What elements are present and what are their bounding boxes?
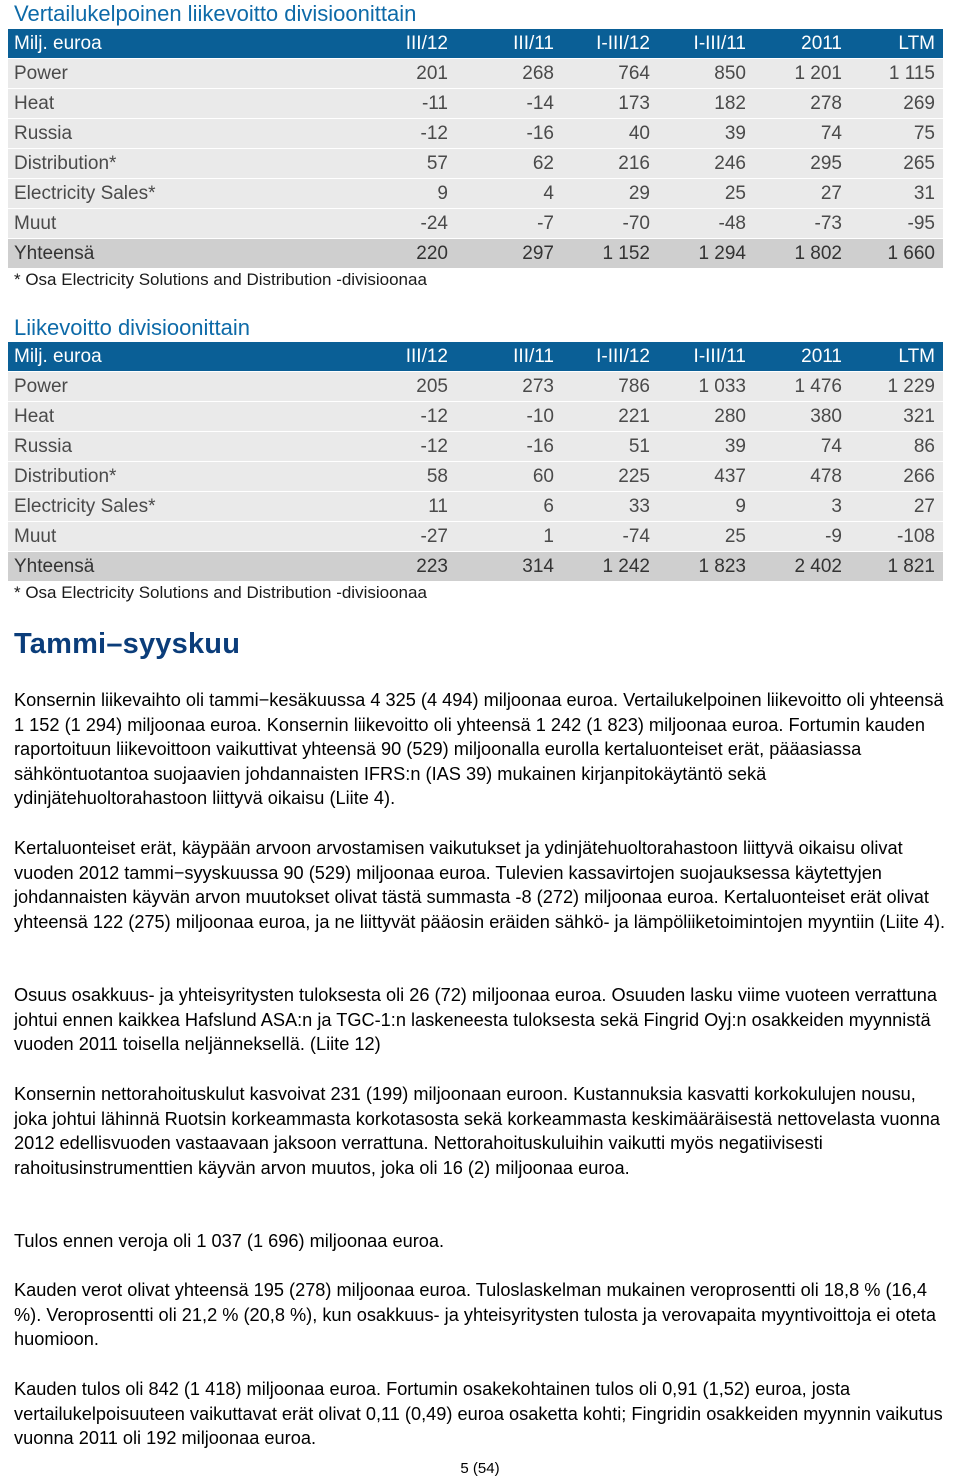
table-cell: -12 (213, 119, 456, 149)
header-cell: Milj. euroa (8, 29, 213, 59)
operating-profit-table (8, 342, 943, 582)
table-row (8, 209, 943, 239)
row-label: Yhteensä (8, 239, 213, 269)
table-cell: 9 (213, 179, 456, 209)
table-cell: 1 115 (850, 59, 943, 89)
table-cell: 273 (456, 372, 562, 402)
table-cell: 51 (562, 432, 658, 462)
table-cell: -108 (850, 522, 943, 552)
table-cell: 1 033 (658, 372, 754, 402)
table-total-row (8, 239, 943, 269)
table2-body (8, 372, 943, 582)
table-cell: 380 (754, 402, 850, 432)
table-cell: 60 (456, 462, 562, 492)
table-cell: 4 (456, 179, 562, 209)
table-cell: 9 (658, 492, 754, 522)
table-row (8, 149, 943, 179)
table-cell: 27 (754, 179, 850, 209)
table-cell: 786 (562, 372, 658, 402)
table-row (8, 372, 943, 402)
header-row (8, 29, 943, 59)
table-row (8, 89, 943, 119)
table2-footnote: * Osa Electricity Solutions and Distribution -divisioonaa (14, 583, 427, 602)
paragraph: Konsernin nettorahoituskulut kasvoivat 231 (199) miljoonaan euroon. Kustannuksia kasvatti korkokulujen nousu, joka johtui lähinnä Ruotsin korkeammasta korkotasosta sekä korkeammasta keskimääräisestä nettovelasta vuonna 2012 edellisvuoden vastaavaan jaksoon verrattuna. Nettorahoituskuluihin vaikutti myös negatiivisesti rahoitusinstrumenttien käyvän arvon muutos, joka oli 16 (2) miljoonaa euroa. (14, 1084, 941, 1178)
table-cell: 173 (562, 89, 658, 119)
header-cell: 2011 (754, 342, 850, 372)
table-cell: 40 (562, 119, 658, 149)
table-cell: 297 (456, 239, 562, 269)
table-cell: -7 (456, 209, 562, 239)
table-cell: 764 (562, 59, 658, 89)
table-cell: 39 (658, 119, 754, 149)
table-row (8, 119, 943, 149)
row-label: Russia (8, 119, 213, 149)
table-cell: -73 (754, 209, 850, 239)
table-row (8, 522, 943, 552)
table-cell: -95 (850, 209, 943, 239)
paragraph: Kauden tulos oli 842 (1 418) miljoonaa euroa. Fortumin osakekohtainen tulos oli 0,91 (1,52) euroa, josta vertailukelpoisuuteen vaikuttavat erät olivat 0,11 (0,49) euroa osaketta kohti; Fingridin osakkeiden myynnin vaikutus vuonna 2011 oli 192 miljoonaa euroa. (14, 1379, 943, 1449)
table-cell: 1 802 (754, 239, 850, 269)
table-cell: 225 (562, 462, 658, 492)
table-cell: -16 (456, 432, 562, 462)
table-cell: -9 (754, 522, 850, 552)
table-cell: -74 (562, 522, 658, 552)
table-cell: -12 (213, 432, 456, 462)
table-cell: 1 823 (658, 552, 754, 582)
table-cell: -11 (213, 89, 456, 119)
header-cell: I-III/11 (658, 342, 754, 372)
row-label: Distribution* (8, 149, 213, 179)
comparable-operating-profit-table (8, 29, 943, 269)
table-cell: 216 (562, 149, 658, 179)
table-row (8, 402, 943, 432)
table-cell: 220 (213, 239, 456, 269)
paragraph: Kertaluonteiset erät, käypään arvoon arvostamisen vaikutukset ja ydinjätehuoltorahastoon liittyvä oikaisu olivat vuoden 2012 tammi−syyskuussa 90 (529) miljoonaa euroa. Tulevien kassavirtojen suojauksessa käytettyjen johdannaisten käyvän arvon muutokset olivat tästä summasta -8 (272) miljoonaa euroa. Kertaluonteiset erät olivat yhteensä 122 (275) miljoonaa euroa, ja ne liittyvät pääosin eräiden sähkö- ja lämpöliiketoimintojen myyntiin (Liite 4). (14, 838, 946, 932)
paragraph: Tulos ennen veroja oli 1 037 (1 696) miljoonaa euroa. (14, 1231, 445, 1251)
table-cell: 3 (754, 492, 850, 522)
table-cell: 29 (562, 179, 658, 209)
table-cell: 33 (562, 492, 658, 522)
table-cell: -24 (213, 209, 456, 239)
table-cell: 1 294 (658, 239, 754, 269)
row-label: Heat (8, 89, 213, 119)
header-cell: III/12 (213, 342, 456, 372)
table-cell: 280 (658, 402, 754, 432)
table-cell: 1 152 (562, 239, 658, 269)
table-cell: -14 (456, 89, 562, 119)
table-cell: 278 (754, 89, 850, 119)
table-cell: 74 (754, 119, 850, 149)
table-cell: 62 (456, 149, 562, 179)
table-cell: 182 (658, 89, 754, 119)
table-cell: -16 (456, 119, 562, 149)
page-number: 5 (54) (460, 1460, 500, 1477)
paragraph: Kauden verot olivat yhteensä 195 (278) miljoonaa euroa. Tuloslaskelman mukainen veroprosentti oli 18,8 % (16,4 %). Veroprosentti oli 21,2 % (20,8 %), kun osakkuus- ja yhteisyritysten tulosta ja verovapaita myyntivoittoja ei oteta huomioon. (14, 1280, 936, 1350)
table1-title: Vertailukelpoinen liikevoitto divisioonittain (14, 1, 417, 26)
table-total-row (8, 552, 943, 582)
header-cell: I-III/12 (562, 29, 658, 59)
table-cell: -12 (213, 402, 456, 432)
table-cell: 314 (456, 552, 562, 582)
table-cell: 268 (456, 59, 562, 89)
table-cell: 58 (213, 462, 456, 492)
row-label: Muut (8, 522, 213, 552)
header-cell: III/11 (456, 342, 562, 372)
paragraph: Osuus osakkuus- ja yhteisyritysten tuloksesta oli 26 (72) miljoonaa euroa. Osuuden lasku viime vuoteen verrattuna johtui ennen kaikkea Hafslund ASA:n ja TGC-1:n laskeneesta tuloksesta sekä Fingrid Oyj:n osakkeiden myynnistä vuoden 2011 toisella neljänneksellä. (Liite 12) (14, 985, 937, 1055)
table-row (8, 462, 943, 492)
table-cell: 1 (456, 522, 562, 552)
table-cell: 246 (658, 149, 754, 179)
table-cell: 74 (754, 432, 850, 462)
row-label: Power (8, 59, 213, 89)
header-cell: III/12 (213, 29, 456, 59)
row-label: Heat (8, 402, 213, 432)
header-cell: Milj. euroa (8, 342, 213, 372)
table-cell: -70 (562, 209, 658, 239)
section-heading: Tammi–syyskuu (14, 628, 241, 660)
table-cell: 31 (850, 179, 943, 209)
table-cell: 266 (850, 462, 943, 492)
paragraph: Konsernin liikevaihto oli tammi−kesäkuussa 4 325 (4 494) miljoonaa euroa. Vertailukelpoinen liikevoitto oli yhteensä 1 152 (1 294) miljoonaa euroa. Konsernin liikevoitto oli yhteensä 1 242 (1 823) miljoonaa euroa. Fortumin kauden raportoituun liikevoittoon vaikuttivat yhteensä 90 (529) miljoonalla eurolla kertaluonteiset erät, pääasiassa sähköntuotantoa suojaavien johdannaisten IFRS:n (IAS 39) mukainen kirjanpitokäytäntö sekä ydinjätehuoltorahastoon liittyvä oikaisu (Liite 4). (14, 690, 944, 809)
table-cell: 1 229 (850, 372, 943, 402)
row-label: Electricity Sales* (8, 492, 213, 522)
table-cell: 437 (658, 462, 754, 492)
header-cell: 2011 (754, 29, 850, 59)
table-cell: -10 (456, 402, 562, 432)
header-cell: LTM (850, 29, 943, 59)
header-cell: LTM (850, 342, 943, 372)
table-cell: 57 (213, 149, 456, 179)
table-cell: 478 (754, 462, 850, 492)
table1-body (8, 59, 943, 269)
table-cell: 39 (658, 432, 754, 462)
table2-title: Liikevoitto divisioonittain (14, 315, 251, 340)
table-cell: 205 (213, 372, 456, 402)
row-label: Muut (8, 209, 213, 239)
table-cell: 1 660 (850, 239, 943, 269)
table-cell: 11 (213, 492, 456, 522)
table-cell: 1 242 (562, 552, 658, 582)
table-cell: 265 (850, 149, 943, 179)
table-cell: 223 (213, 552, 456, 582)
row-label: Russia (8, 432, 213, 462)
table-row (8, 492, 943, 522)
table-cell: 1 201 (754, 59, 850, 89)
table-row (8, 59, 943, 89)
table-cell: 2 402 (754, 552, 850, 582)
header-cell: I-III/12 (562, 342, 658, 372)
table2-header (8, 342, 943, 372)
table-row (8, 179, 943, 209)
table-cell: 1 821 (850, 552, 943, 582)
table-cell: 850 (658, 59, 754, 89)
table-cell: 221 (562, 402, 658, 432)
table-cell: 25 (658, 522, 754, 552)
table-cell: -48 (658, 209, 754, 239)
header-row (8, 342, 943, 372)
header-cell: III/11 (456, 29, 562, 59)
table-cell: 75 (850, 119, 943, 149)
table-cell: 25 (658, 179, 754, 209)
table-row (8, 432, 943, 462)
table-cell: 86 (850, 432, 943, 462)
row-label: Yhteensä (8, 552, 213, 582)
table-cell: 6 (456, 492, 562, 522)
table1-footnote: * Osa Electricity Solutions and Distribution -divisioonaa (14, 270, 427, 289)
row-label: Power (8, 372, 213, 402)
table-cell: 269 (850, 89, 943, 119)
table-cell: 201 (213, 59, 456, 89)
table-cell: -27 (213, 522, 456, 552)
table-cell: 295 (754, 149, 850, 179)
table1-header (8, 29, 943, 59)
table-cell: 321 (850, 402, 943, 432)
table-cell: 27 (850, 492, 943, 522)
row-label: Electricity Sales* (8, 179, 213, 209)
row-label: Distribution* (8, 462, 213, 492)
header-cell: I-III/11 (658, 29, 754, 59)
table-cell: 1 476 (754, 372, 850, 402)
